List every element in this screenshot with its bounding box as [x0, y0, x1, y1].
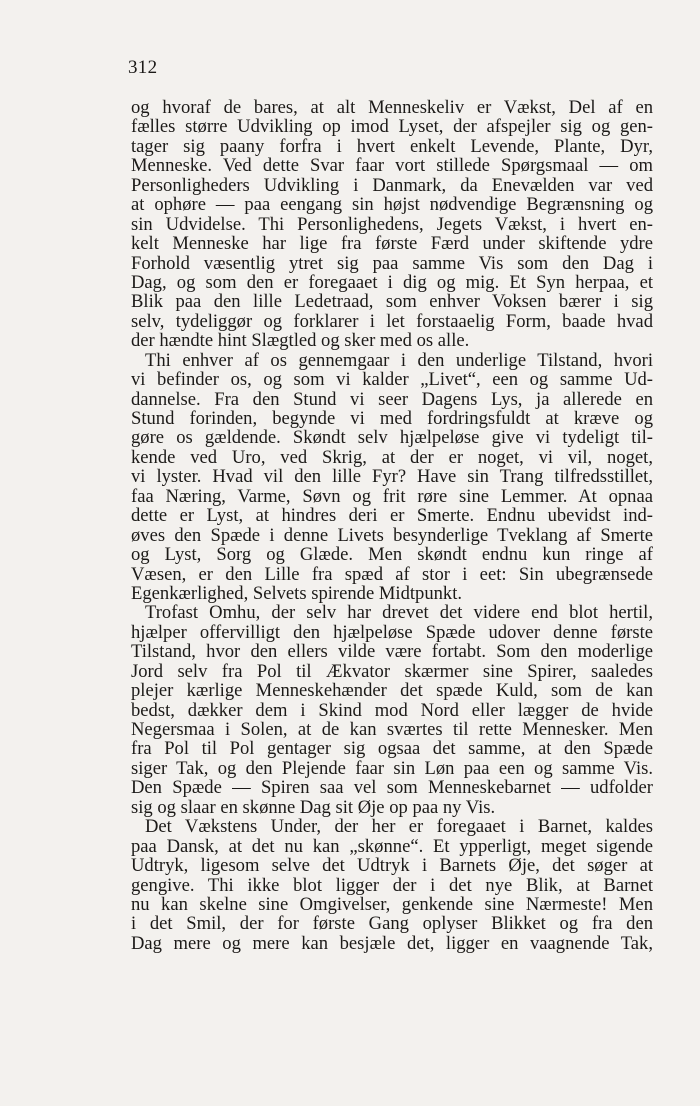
text-line: Negersmaa i Solen, at de kan sværtes til rette Mennesker. Men: [131, 719, 653, 740]
text-line: fra Pol til Pol gentager sig ogsaa det samme, at den Spæde: [131, 738, 653, 760]
text-line: tager sig paany forfra i hvert enkelt Levende, Plante, Dyr,: [131, 135, 653, 157]
text-line: øves den Spæde i denne Livets besynderlige Tveklang af Smerte: [131, 524, 653, 546]
text-line: kende ved Uro, ved Skrig, at der er noget, vi vil, noget,: [131, 446, 653, 468]
text-line: dannelse. Fra den Stund vi seer Dagens Lys, ja allerede en: [131, 388, 653, 410]
text-line: sin Udvidelse. Thi Personlighedens, Jegets Vækst, i hvert en-: [131, 213, 653, 235]
text-line: Thi enhver af os gennemgaar i den underlige Tilstand, hvori: [145, 349, 653, 371]
text-line: paa Dansk, at det nu kan „skønne“. Et ypperligt, meget sigende: [131, 835, 653, 857]
text-line: i det Smil, der for første Gang oplyser Blikket og fra den: [131, 913, 653, 935]
text-line: Dag mere og mere kan besjæle det, ligger en vaagnende Tak,: [131, 932, 653, 954]
text-line: Jord selv fra Pol til Ækvator skærmer sine Spirer, saaledes: [131, 660, 653, 682]
text-line: gøre os gældende. Skøndt selv hjælpeløse give vi tydeligt til-: [131, 427, 653, 449]
page-number: 312: [128, 57, 158, 78]
text-line: Det Vækstens Under, der her er foregaaet i Barnet, kaldes: [145, 816, 653, 838]
text-line: Trofast Omhu, der selv har drevet det videre end blot hertil,: [145, 602, 653, 624]
text-line: Dag, og som den er foregaaet i dig og mig. Et Syn herpaa, et: [131, 271, 653, 293]
text-line: der hændte hint Slægtled og sker med os alle.: [131, 330, 470, 352]
text-line: nu kan skelne sine Omgivelser, genkende sine Nærmeste! Men: [131, 893, 653, 915]
text-line: Stund forinden, begynde vi med fordringsfuldt at kræve og: [131, 408, 653, 429]
text-line: Udtryk, ligesom selve det Udtryk i Barnets Øje, det søger at: [131, 855, 653, 877]
text-line: vi befinder os, og som vi kalder „Livet“, een og samme Ud-: [131, 369, 653, 391]
text-line: Menneske. Ved dette Svar faar vort stillede Spørgsmaal — om: [131, 155, 653, 177]
text-line: Forhold væsentlig ytret sig paa samme Vis som den Dag i: [131, 252, 653, 274]
text-line: bedst, dækker dem i Skind mod Nord eller lægger de hvide: [131, 699, 653, 721]
text-line: og Lyst, Sorg og Glæde. Men skøndt endnu kun ringe af: [131, 544, 653, 566]
text-line: og hvoraf de bares, at alt Menneskeliv er Vækst, Del af en: [131, 97, 653, 118]
text-line: Personligheders Udvikling i Danmark, da Enevælden var ved: [131, 174, 653, 196]
text-line: sig og slaar en skønne Dag sit Øje op paa ny Vis.: [131, 796, 496, 818]
text-line: siger Tak, og den Plejende faar sin Løn paa een og samme Vis.: [131, 757, 653, 779]
text-line: plejer kærlige Menneskehænder det spæde Kuld, som de kan: [131, 680, 653, 702]
text-line: Blik paa den lille Ledetraad, som enhver Voksen bærer i sig: [131, 291, 653, 313]
text-line: Den Spæde — Spiren saa vel som Menneskebarnet — udfolder: [131, 777, 653, 799]
text-line: hjælper offervilligt den hjælpeløse Spæde udover denne første: [131, 621, 653, 643]
text-line: fælles større Udvikling op imod Lyset, der afspejler sig og gen-: [131, 116, 653, 138]
text-line: selv, tydeliggør og forklarer i let forstaaelig Form, baade hvad: [131, 310, 653, 332]
text-line: Tilstand, hvor den ellers vilde være fortabt. Som den moderlige: [131, 641, 653, 663]
text-line: faa Næring, Varme, Søvn og frit røre sine Lemmer. At opnaa: [131, 485, 653, 507]
text-line: gengive. Thi ikke blot ligger der i det nye Blik, at Barnet: [131, 874, 653, 896]
text-line: vi lyster. Hvad vil den lille Fyr? Have sin Trang tilfredsstillet,: [131, 466, 653, 488]
text-line: Væsen, er den Lille fra spæd af stor i eet: Sin ubegrænsede: [131, 563, 653, 585]
text-line: at ophøre — paa eengang sin højst nødvendige Begrænsning og: [131, 194, 653, 216]
text-line: Egenkærlighed, Selvets spirende Midtpunkt.: [131, 582, 463, 604]
text-line: kelt Menneske har lige fra første Færd under skiftende ydre: [131, 233, 653, 255]
body-text: [131, 98, 653, 953]
text-line: dette er Lyst, at hindres deri er Smerte. Endnu ubevidst ind-: [131, 505, 653, 527]
